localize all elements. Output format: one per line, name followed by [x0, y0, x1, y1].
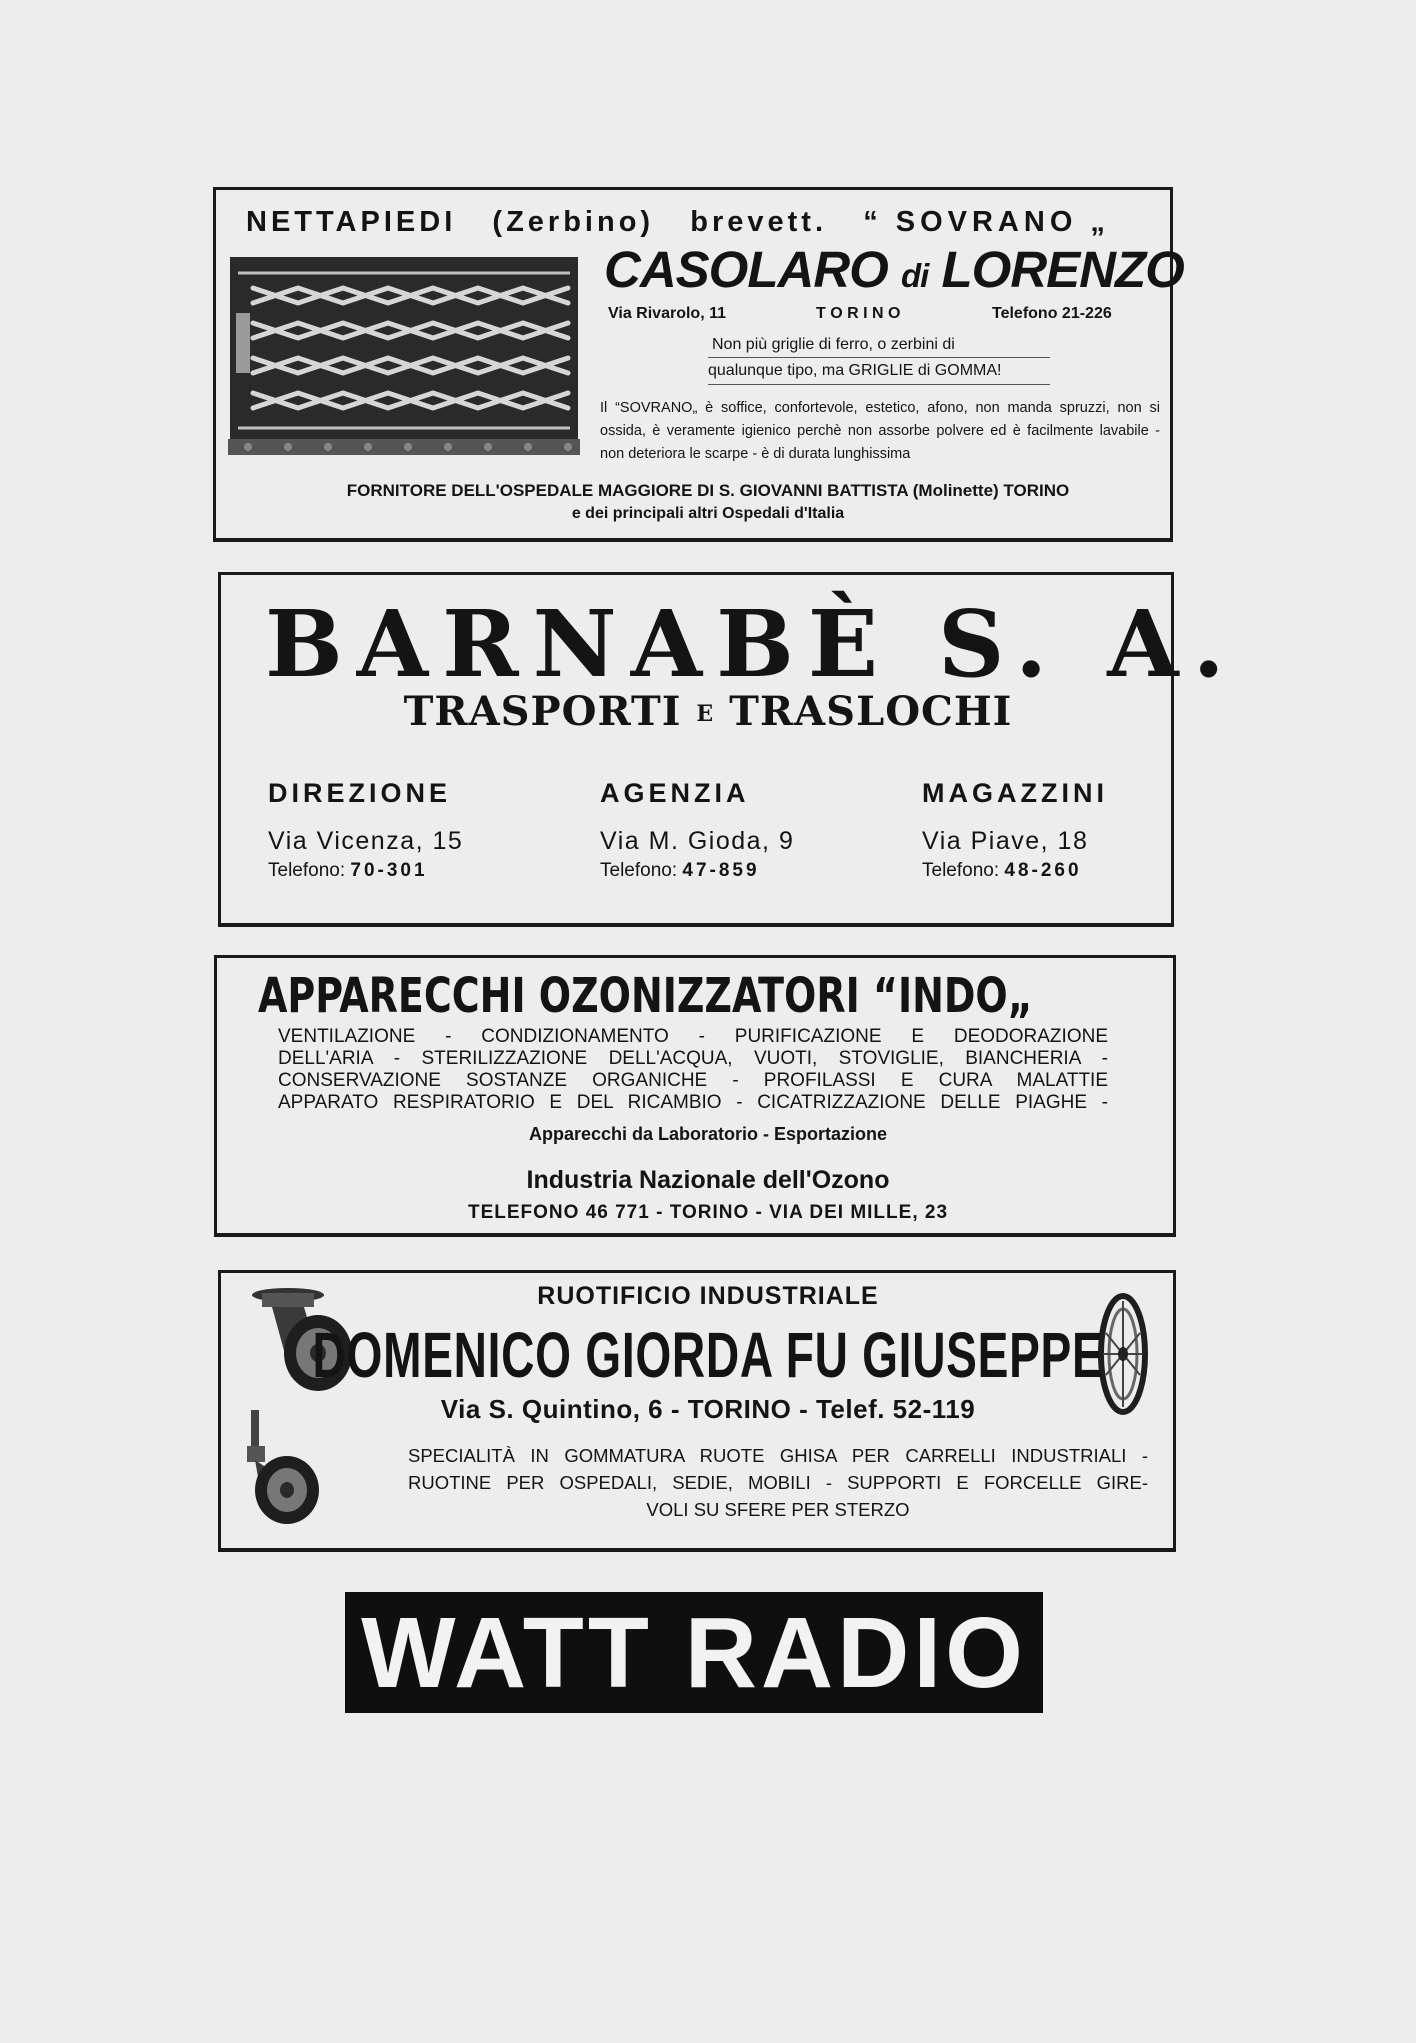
column-heading: DIREZIONE [268, 778, 452, 808]
column-phone-line [268, 860, 463, 882]
phone-label: Telefono: [268, 860, 346, 881]
giorda-name: DOMENICO GIORDA FU GIUSEPPE [312, 1319, 1104, 1391]
rubber-mat-image [228, 253, 580, 458]
headline-word: (Zerbino) [492, 206, 655, 238]
column-address: Via Vicenza, 15 [268, 827, 464, 855]
supplier-line-2: e dei principali altri Ospedali d'Italia [571, 505, 845, 522]
giorda-heading: RUOTIFICIO INDUSTRIALE [537, 1282, 879, 1310]
column-address: Via M. Gioda, 9 [600, 827, 795, 855]
column-heading: AGENZIA [600, 778, 750, 808]
headline-word: brevett. [690, 206, 828, 238]
giorda-spec-line: VOLI SU SFERE PER STERZO [646, 1499, 910, 1520]
indo-service-line: CONSERVAZIONE SOSTANZE ORGANICHE - PROFILASSI E CURA MALATTIE [278, 1070, 1108, 1091]
column-phone-line [600, 860, 794, 882]
company-phone: Telefono 21-226 [992, 305, 1112, 322]
giorda-spec-line: SPECIALITÀ IN GOMMATURA RUOTE GHISA PER CARRELLI INDUSTRIALI - [408, 1445, 1148, 1466]
company-name-part: CASOLARO [604, 241, 888, 298]
services-word: TRASPORTI [403, 688, 682, 735]
watt-radio-logo: WATT RADIO [361, 1597, 1027, 1709]
indo-contact: TELEFONO 46 771 - TORINO - VIA DEI MILLE, 23 [467, 1202, 949, 1223]
giorda-specialities [408, 1442, 1148, 1523]
indo-lab-line: Apparecchi da Laboratorio - Esportazione [528, 1124, 888, 1144]
services-conjunction: E [696, 701, 715, 727]
barnabe-column-direzione [268, 778, 463, 882]
indo-service-line: APPARATO RESPIRATORIO E DEL RICAMBIO - CICATRIZZAZIONE DELLE PIAGHE - [278, 1092, 1108, 1113]
headline-word: NETTAPIEDI [246, 206, 457, 238]
column-phone-line [922, 860, 1108, 882]
phone-number: 70-301 [350, 860, 428, 881]
tagline-line-2: qualunque tipo, ma GRIGLIE di GOMMA! [708, 362, 1002, 379]
caster-fork-icon [245, 1410, 325, 1530]
divider [708, 357, 1050, 358]
indo-service-line: DELL'ARIA - STERILIZZAZIONE DELL'ACQUA, VUOTI, STOVIGLIE, BIANCHERIA - [278, 1048, 1108, 1069]
company-address: Via Rivarolo, 11 [608, 305, 726, 322]
company-name [604, 240, 1184, 299]
indo-title-main: APPARECCHI OZONIZZATORI [258, 968, 860, 1024]
indo-services-list [278, 1026, 1108, 1114]
ad-watt-radio [345, 1592, 1043, 1713]
headline-brand: “ SOVRANO „ [863, 206, 1110, 238]
phone-label: Telefono: [922, 860, 1000, 881]
barnabe-services [0, 688, 1416, 735]
column-heading: MAGAZZINI [922, 778, 1108, 808]
phone-label: Telefono: [600, 860, 678, 881]
indo-service-line: VENTILAZIONE - CONDIZIONAMENTO - PURIFICAZIONE E DEODORAZIONE [278, 1026, 1108, 1047]
barnabe-name: BARNABÈ S. A. [265, 590, 1239, 698]
phone-number: 47-859 [682, 860, 760, 881]
product-description: Il “SOVRANO„ è soffice, confortevole, estetico, afono, non manda spruzzi, non si ossida, è veramente igienico perchè non assorbe polvere ed è facilmente lavabile - non deteriora le scarpe - è di durata lunghissima [600, 400, 1160, 462]
divider [708, 384, 1050, 385]
giorda-spec-line: RUOTINE PER OSPEDALI, SEDIE, MOBILI - SUPPORTI E FORCELLE GIRE- [408, 1472, 1148, 1493]
nettapiedi-headline [246, 206, 1110, 239]
tagline-line-1: Non più griglie di ferro, o zerbini di [712, 336, 955, 353]
phone-number: 48-260 [1004, 860, 1082, 881]
barnabe-column-agenzia [600, 778, 794, 882]
indo-title [258, 968, 1033, 1024]
supplier-line-1: FORNITORE DELL'OSPEDALE MAGGIORE DI S. GIOVANNI BATTISTA (Molinette) TORINO [346, 481, 1070, 500]
services-word: TRASLOCHI [729, 688, 1013, 735]
column-address: Via Piave, 18 [922, 827, 1089, 855]
indo-industry: Industria Nazionale dell'Ozono [526, 1166, 890, 1194]
company-name-di: di [901, 257, 929, 294]
indo-title-brand: “INDO„ [872, 968, 1033, 1024]
company-city: T O R I N O [816, 305, 901, 322]
company-name-part: LORENZO [941, 241, 1184, 298]
barnabe-column-magazzini [922, 778, 1108, 882]
giorda-address: Via S. Quintino, 6 - TORINO - Telef. 52-119 [440, 1394, 976, 1424]
